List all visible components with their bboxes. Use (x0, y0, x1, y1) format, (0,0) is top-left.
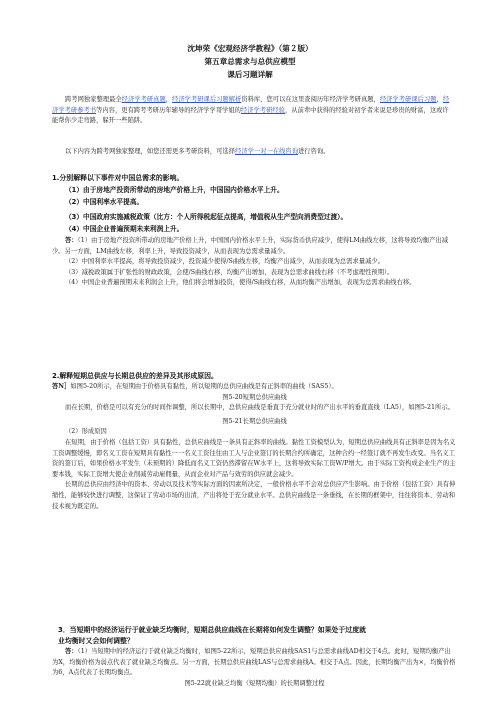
answer-text: （4）中国企业普遍预期未来利润会上升，他们将会增加投资，使得/S曲线右移，从而均衡产出增加，表现为总需求曲线右移。 (65, 279, 416, 287)
intro-text: 跨考网独家整理最全 (65, 96, 122, 103)
answer-label: 答： (65, 237, 78, 244)
link-exam-experience[interactable]: 经济学考研经验 (240, 106, 285, 114)
question-3-title: 3．当短期中的经济运行于就业缺乏均衡时，短期总供应曲线在长期将如何发生调整？如果处于过度就 (58, 626, 366, 634)
subheading: （2）形成原因 (65, 428, 107, 436)
question-1-item: （1）由于房地产投资所带动的房地产价格上升，中国国内价格水平上升。 (65, 186, 284, 194)
link-exam-questions[interactable]: 经济学考研真题 (121, 96, 166, 103)
link-exercises[interactable]: 经济学考研课后习题 (379, 96, 437, 103)
intro-text: 资料库，您可以在这里查阅历年经济学考研真题， (241, 96, 380, 103)
figure-caption: 图5-21长期总供应曲线 (222, 417, 287, 425)
notice-paragraph (52, 147, 454, 158)
question-2 (52, 371, 457, 512)
question-1-item: （4）中国企业普遍预期未来利润上升。 (65, 225, 184, 233)
question-1-title: 1.分别解释以下事件对中国总需求的影响。 (52, 174, 184, 182)
intro-text: ， (436, 96, 443, 103)
link-online-consult[interactable]: 经济学一对一在线咨询 (235, 148, 298, 155)
question-2-title: 2.解释短期总供应与长期总供应的差异及其形成原因。 (52, 372, 218, 380)
notice-text: 进行咨询。 (297, 148, 330, 155)
chapter-title: 第五章总需求与总供应模型 (204, 57, 296, 66)
answer-text: （1）当短期中的经济运行于就业缺乏均衡时，如图5-22所示，短期总供应曲线SAS1与总需求曲线AD相交于4点。此时，短期均衡产出为X，均衡价格为弱点代表了就业缺乏均衡点。另一方面，长期总供应曲线LAS与总需求曲线A。相交于A点。因此，长期均衡产出为×，均衡价格为6，A点代表了长期均衡点。 (52, 648, 456, 677)
notice-text: 以下内容为跨考网独家整理，如您还需更多考研资料，可选择 (65, 148, 236, 155)
answer-text: 在短期，由于价格（包括工资）具有黏性，总供应曲线是一条具有正斜率的曲线。黏性工资模型认为，短期总供应曲线具有正斜率是因为名义工资调整缓慢，即名义工资在短期具有黏性一一名义工资往往由工人与企业签订的长期合约所确定，这种合约一经签订就不再发生改变。当名义工资的签订后，如果价格水平发生（未预期的）降低而名义工资仍然滞留在W水平上，这将导致实际工资W/P增大。由于实际工资构成企业生产的主要本钱，实际工资增大使企业削减劳动雇佣量，从而企业对产品与效劳的供应就会减少。 (52, 438, 456, 478)
answer-text: 而在长期，价格是可以有充分的时间作调整，所以长期中，总供应曲线是垂直于充分就业时的产出水平的垂直直线（LA5），如图5-21所示。 (65, 404, 454, 412)
question-1-item: （3）中国政府实施减税政策（比方：个人所得税起征点提高，增值税从生产型向消费型过渡）。 (65, 213, 348, 221)
book-title: 沈坤荣《宏观经济学教程》（第２版） (187, 44, 313, 53)
question-3 (52, 625, 457, 689)
answer-text: （2）中国利率水平提高，将导致投资减少，投资减少使得/S曲线左移，均衡产出减少，从而表现为总需求量减少。 (65, 258, 384, 266)
question-1 (52, 173, 457, 289)
answer-text: （1）由于房地产投资所带动的房地产价格上升，中国国内价格水平上升，实际货币供应减少，使得LM曲线左移，这将导致均衡产出减少。另一方面，LM曲线左移，利率上升，导致投资减少，从而表现为总需求量减少。 (52, 237, 449, 255)
answer-label: 答： (65, 648, 78, 655)
figure-caption: 图5-22就业缺乏均衡（短期均衡）的长期调整过程 (184, 679, 325, 687)
answer-text: （3）减税政策属于扩张性的财政政策，会使/S曲线右移，均衡产出增加，表现为总需求曲线右移（不考虑理性预期）。 (65, 268, 394, 276)
answer-label: 答N］ (52, 383, 71, 390)
section-title: 课后习题详解 (227, 70, 273, 79)
answer-text: 长期的总供应由经济中的资本、劳动以及技术等实际方面的因素所决定，一般价格水平不会对总供应产生影响。由于价格（包括工资）具有伸缩性，能够较快进行调整，这保证了劳动市场的出清，产出将处于充分就业水平。总供应曲线是一条垂线，在长期的框架中，往往将资本、劳动和技术视为既定的。 (52, 481, 456, 510)
answer-text: 如图5-20所示，在短期由于价格具有黏性，所以短期的总供应曲线是有正斜率的曲线（SAS5）。 (70, 383, 338, 390)
intro-paragraph (52, 95, 454, 127)
question-1-item: （2）中国利率水平提高。 (65, 198, 144, 206)
link-reference-books[interactable]: 经济学考研参考书 (52, 96, 450, 114)
intro-text: 等内容，更有跨考考研历年辅导的经济学学哥学姐的 (96, 106, 241, 114)
intro-text: ，从前辈中获得的经验对初学者来说是珍贵的财富，这或许能帮你少走弯路，躲开一些陷阱。 (52, 106, 449, 125)
figure-caption: 图5-20短期总供应曲线 (222, 393, 287, 401)
link-exercise-solutions[interactable]: 经济学考研课后习题解析 (172, 96, 242, 103)
intro-text: ， (165, 96, 173, 103)
question-3-title: 业均衡时又会如何调整？ (58, 637, 134, 645)
